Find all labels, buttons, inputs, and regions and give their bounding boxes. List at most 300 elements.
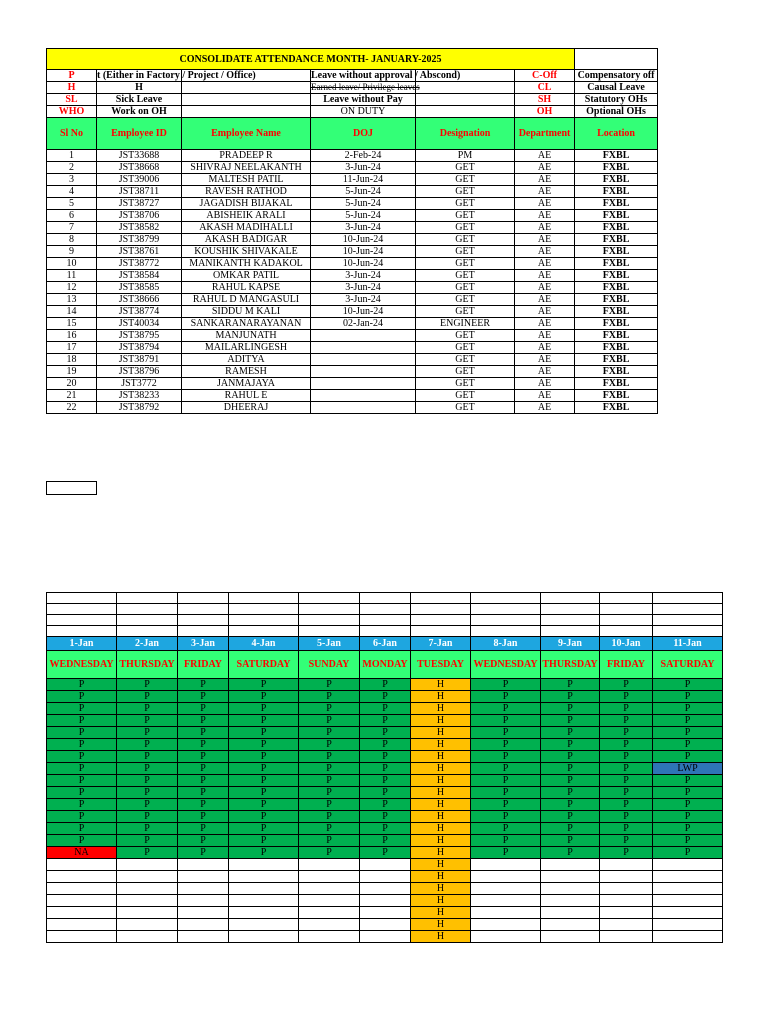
- attendance-cell: [299, 931, 360, 943]
- table-row: [47, 318, 658, 330]
- cell-location: FXBL: [575, 234, 658, 246]
- blank-cell: [653, 615, 723, 626]
- attendance-cell: P: [47, 739, 117, 751]
- cell-location: FXBL: [575, 282, 658, 294]
- attendance-cell: H: [411, 751, 471, 763]
- attendance-cell: P: [299, 787, 360, 799]
- day-header: THURSDAY: [541, 651, 600, 679]
- table-row: [47, 306, 658, 318]
- legend-blank: [182, 94, 311, 106]
- attendance-cell: P: [653, 703, 723, 715]
- attendance-cell: P: [653, 811, 723, 823]
- attendance-cell: P: [600, 727, 653, 739]
- attendance-row: [47, 871, 723, 883]
- attendance-cell: P: [117, 787, 178, 799]
- cell-designation: ENGINEER: [416, 318, 515, 330]
- cell-department: AE: [515, 402, 575, 414]
- attendance-cell: [178, 895, 229, 907]
- legend-code2: CL: [515, 82, 575, 94]
- attendance-cell: P: [117, 739, 178, 751]
- cell-department: AE: [515, 150, 575, 162]
- attendance-cell: P: [541, 847, 600, 859]
- blank-cell: [47, 626, 117, 637]
- cell-doj: 10-Jun-24: [311, 258, 416, 270]
- attendance-row: [47, 907, 723, 919]
- attendance-cell: P: [653, 835, 723, 847]
- table-row: [47, 222, 658, 234]
- cell-sl: 6: [47, 210, 97, 222]
- legend-text2: Statutory OHs: [575, 94, 658, 106]
- cell-designation: GET: [416, 162, 515, 174]
- attendance-cell: [178, 919, 229, 931]
- cell-doj: [311, 390, 416, 402]
- attendance-cell: [229, 871, 299, 883]
- cell-doj: 5-Jun-24: [311, 210, 416, 222]
- attendance-cell: P: [541, 799, 600, 811]
- legend-mid-text: Leave without approval / Abscond): [311, 70, 461, 81]
- column-header: Employee Name: [182, 118, 311, 150]
- cell-doj: 10-Jun-24: [311, 246, 416, 258]
- table-row: [47, 342, 658, 354]
- cell-location: FXBL: [575, 390, 658, 402]
- blank-cell: [299, 615, 360, 626]
- column-header: Employee ID: [97, 118, 182, 150]
- legend-text: Sick Leave: [97, 94, 182, 106]
- cell-designation: GET: [416, 366, 515, 378]
- cell-name: MAILARLINGESH: [182, 342, 311, 354]
- cell-id: JST38706: [97, 210, 182, 222]
- attendance-cell: P: [600, 823, 653, 835]
- attendance-cell: P: [653, 679, 723, 691]
- cell-doj: [311, 366, 416, 378]
- cell-designation: GET: [416, 270, 515, 282]
- day-header: TUESDAY: [411, 651, 471, 679]
- blank-cell: [360, 626, 411, 637]
- attendance-cell: P: [229, 679, 299, 691]
- attendance-cell: [653, 871, 723, 883]
- attendance-cell: P: [47, 751, 117, 763]
- cell-doj: 2-Feb-24: [311, 150, 416, 162]
- cell-sl: 13: [47, 294, 97, 306]
- cell-name: AKASH BADIGAR: [182, 234, 311, 246]
- legend-code: WHO: [47, 106, 97, 118]
- attendance-cell: P: [47, 679, 117, 691]
- attendance-cell: P: [360, 787, 411, 799]
- cell-id: JST38761: [97, 246, 182, 258]
- cell-designation: GET: [416, 294, 515, 306]
- attendance-cell: H: [411, 883, 471, 895]
- table-row: [47, 294, 658, 306]
- attendance-cell: [47, 883, 117, 895]
- cell-sl: 22: [47, 402, 97, 414]
- attendance-cell: [360, 883, 411, 895]
- cell-department: AE: [515, 330, 575, 342]
- attendance-cell: [117, 931, 178, 943]
- cell-department: AE: [515, 174, 575, 186]
- attendance-row: [47, 775, 723, 787]
- cell-doj: [311, 342, 416, 354]
- attendance-cell: P: [541, 727, 600, 739]
- empty-cell-box: [46, 481, 97, 495]
- legend-text2: Compensatory off: [575, 70, 658, 82]
- attendance-cell: P: [360, 799, 411, 811]
- cell-sl: 5: [47, 198, 97, 210]
- attendance-cell: P: [360, 715, 411, 727]
- blank-cell: [411, 593, 471, 604]
- cell-id: JST38585: [97, 282, 182, 294]
- attendance-cell: H: [411, 739, 471, 751]
- attendance-cell: P: [471, 835, 541, 847]
- attendance-row: [47, 679, 723, 691]
- attendance-cell: [229, 859, 299, 871]
- cell-doj: 10-Jun-24: [311, 234, 416, 246]
- attendance-cell: [653, 883, 723, 895]
- legend-blank: [182, 106, 311, 118]
- attendance-cell: [360, 907, 411, 919]
- cell-doj: [311, 330, 416, 342]
- table-row: [47, 282, 658, 294]
- cell-name: ADITYA: [182, 354, 311, 366]
- cell-department: AE: [515, 342, 575, 354]
- attendance-cell: [471, 859, 541, 871]
- attendance-cell: [653, 859, 723, 871]
- attendance-cell: P: [47, 835, 117, 847]
- attendance-cell: P: [653, 799, 723, 811]
- blank-row: [47, 604, 723, 615]
- attendance-row: [47, 727, 723, 739]
- table-row: [47, 186, 658, 198]
- blank-cell: [229, 626, 299, 637]
- legend-row: [47, 106, 658, 118]
- attendance-cell: P: [117, 775, 178, 787]
- blank-cell: [653, 626, 723, 637]
- blank-cell: [541, 593, 600, 604]
- cell-name: RAHUL KAPSE: [182, 282, 311, 294]
- attendance-cell: P: [229, 691, 299, 703]
- attendance-cell: P: [541, 679, 600, 691]
- attendance-cell: P: [178, 763, 229, 775]
- attendance-cell: P: [229, 751, 299, 763]
- cell-designation: GET: [416, 354, 515, 366]
- cell-department: AE: [515, 246, 575, 258]
- attendance-cell: [47, 895, 117, 907]
- attendance-cell: P: [117, 799, 178, 811]
- attendance-cell: P: [178, 775, 229, 787]
- cell-id: JST38774: [97, 306, 182, 318]
- blank-cell: [471, 593, 541, 604]
- attendance-cell: P: [229, 715, 299, 727]
- attendance-cell: P: [471, 787, 541, 799]
- attendance-cell: [360, 919, 411, 931]
- column-header-row: [47, 118, 658, 150]
- cell-name: RAHUL D MANGASULI: [182, 294, 311, 306]
- cell-name: MALTESH PATIL: [182, 174, 311, 186]
- attendance-row: [47, 691, 723, 703]
- blank-cell: [471, 626, 541, 637]
- attendance-cell: P: [541, 703, 600, 715]
- legend-blank: [416, 106, 515, 118]
- cell-designation: GET: [416, 390, 515, 402]
- cell-sl: 8: [47, 234, 97, 246]
- attendance-cell: H: [411, 811, 471, 823]
- cell-location: FXBL: [575, 198, 658, 210]
- blank-cell: [299, 604, 360, 615]
- attendance-cell: H: [411, 871, 471, 883]
- cell-location: FXBL: [575, 162, 658, 174]
- cell-name: OMKAR PATIL: [182, 270, 311, 282]
- cell-id: JST38794: [97, 342, 182, 354]
- attendance-cell: [471, 871, 541, 883]
- legend-blank: [416, 82, 515, 94]
- attendance-cell: [360, 859, 411, 871]
- attendance-cell: H: [411, 859, 471, 871]
- attendance-cell: P: [47, 703, 117, 715]
- cell-department: AE: [515, 306, 575, 318]
- date-header: 9-Jan: [541, 637, 600, 651]
- cell-department: AE: [515, 390, 575, 402]
- cell-id: JST38795: [97, 330, 182, 342]
- legend-code2: OH: [515, 106, 575, 118]
- attendance-cell: P: [47, 775, 117, 787]
- cell-department: AE: [515, 186, 575, 198]
- cell-id: JST40034: [97, 318, 182, 330]
- attendance-cell: [541, 859, 600, 871]
- cell-location: FXBL: [575, 378, 658, 390]
- cell-name: MANIKANTH KADAKOL: [182, 258, 311, 270]
- cell-id: JST38727: [97, 198, 182, 210]
- attendance-cell: [600, 931, 653, 943]
- attendance-cell: NA: [47, 847, 117, 859]
- attendance-cell: P: [47, 799, 117, 811]
- cell-designation: GET: [416, 330, 515, 342]
- blank-cell: [471, 604, 541, 615]
- attendance-row: [47, 883, 723, 895]
- table-row: [47, 210, 658, 222]
- attendance-cell: P: [117, 763, 178, 775]
- cell-location: FXBL: [575, 330, 658, 342]
- employee-attendance-sheet: [46, 48, 658, 414]
- legend-mid-text: Earned leave/ Privilege leaves: [311, 82, 420, 92]
- attendance-cell: P: [541, 763, 600, 775]
- legend-blank: [182, 82, 311, 94]
- attendance-cell: P: [47, 763, 117, 775]
- cell-sl: 3: [47, 174, 97, 186]
- attendance-cell: P: [653, 847, 723, 859]
- attendance-cell: P: [541, 835, 600, 847]
- legend-row: [47, 70, 658, 82]
- attendance-cell: P: [653, 691, 723, 703]
- cell-name: MANJUNATH: [182, 330, 311, 342]
- attendance-cell: [178, 907, 229, 919]
- attendance-cell: P: [178, 847, 229, 859]
- attendance-cell: P: [299, 739, 360, 751]
- table-row: [47, 390, 658, 402]
- cell-location: FXBL: [575, 318, 658, 330]
- attendance-cell: P: [229, 823, 299, 835]
- attendance-cell: P: [541, 715, 600, 727]
- attendance-cell: P: [600, 751, 653, 763]
- table-row: [47, 354, 658, 366]
- attendance-cell: H: [411, 835, 471, 847]
- cell-sl: 14: [47, 306, 97, 318]
- legend-text: t (Either in Factory / Project / Office): [97, 70, 256, 81]
- attendance-cell: P: [229, 727, 299, 739]
- blank-cell: [600, 626, 653, 637]
- attendance-cell: [541, 919, 600, 931]
- cell-location: FXBL: [575, 354, 658, 366]
- attendance-cell: P: [229, 775, 299, 787]
- legend-code: P: [47, 70, 97, 82]
- attendance-cell: P: [117, 751, 178, 763]
- column-header: Sl No: [47, 118, 97, 150]
- attendance-cell: P: [360, 847, 411, 859]
- attendance-cell: P: [600, 835, 653, 847]
- attendance-cell: [299, 907, 360, 919]
- cell-department: AE: [515, 294, 575, 306]
- cell-sl: 15: [47, 318, 97, 330]
- cell-sl: 20: [47, 378, 97, 390]
- cell-name: RAMESH: [182, 366, 311, 378]
- daily-attendance-grid: [46, 592, 723, 943]
- cell-department: AE: [515, 210, 575, 222]
- attendance-cell: P: [541, 787, 600, 799]
- legend-row: [47, 82, 658, 94]
- attendance-cell: P: [600, 739, 653, 751]
- blank-cell: [117, 593, 178, 604]
- attendance-cell: P: [178, 787, 229, 799]
- attendance-cell: P: [117, 715, 178, 727]
- attendance-cell: P: [117, 835, 178, 847]
- attendance-cell: [117, 871, 178, 883]
- attendance-row: [47, 799, 723, 811]
- cell-doj: 5-Jun-24: [311, 198, 416, 210]
- attendance-row: [47, 763, 723, 775]
- blank-cell: [117, 626, 178, 637]
- attendance-cell: P: [471, 763, 541, 775]
- cell-department: AE: [515, 270, 575, 282]
- attendance-cell: [117, 907, 178, 919]
- cell-doj: 3-Jun-24: [311, 222, 416, 234]
- attendance-cell: P: [653, 727, 723, 739]
- cell-department: AE: [515, 366, 575, 378]
- blank-cell: [229, 593, 299, 604]
- date-header: 10-Jan: [600, 637, 653, 651]
- blank-cell: [360, 593, 411, 604]
- day-header: FRIDAY: [178, 651, 229, 679]
- date-header: 3-Jan: [178, 637, 229, 651]
- attendance-cell: P: [541, 823, 600, 835]
- attendance-cell: P: [471, 775, 541, 787]
- attendance-cell: P: [541, 691, 600, 703]
- attendance-row: [47, 847, 723, 859]
- blank-cell: [229, 604, 299, 615]
- date-row: [47, 637, 723, 651]
- attendance-cell: [653, 931, 723, 943]
- attendance-row: [47, 739, 723, 751]
- attendance-cell: P: [653, 775, 723, 787]
- legend-code2: C-Off: [515, 70, 575, 82]
- attendance-cell: [360, 895, 411, 907]
- cell-id: JST38799: [97, 234, 182, 246]
- date-header: 1-Jan: [47, 637, 117, 651]
- cell-sl: 10: [47, 258, 97, 270]
- date-header: 7-Jan: [411, 637, 471, 651]
- cell-designation: GET: [416, 222, 515, 234]
- attendance-cell: H: [411, 895, 471, 907]
- blank-cell: [600, 604, 653, 615]
- cell-id: JST38666: [97, 294, 182, 306]
- attendance-cell: [471, 931, 541, 943]
- attendance-cell: P: [229, 787, 299, 799]
- attendance-cell: [178, 871, 229, 883]
- blank-cell: [600, 615, 653, 626]
- attendance-cell: [178, 883, 229, 895]
- cell-name: SANKARANARAYANAN: [182, 318, 311, 330]
- attendance-cell: [600, 919, 653, 931]
- cell-sl: 1: [47, 150, 97, 162]
- attendance-cell: [117, 919, 178, 931]
- attendance-cell: P: [653, 715, 723, 727]
- attendance-cell: P: [360, 775, 411, 787]
- table-row: [47, 366, 658, 378]
- cell-location: FXBL: [575, 222, 658, 234]
- blank-cell: [47, 593, 117, 604]
- cell-doj: 02-Jan-24: [311, 318, 416, 330]
- attendance-cell: H: [411, 847, 471, 859]
- cell-doj: 3-Jun-24: [311, 294, 416, 306]
- legend-text2: Causal Leave: [575, 82, 658, 94]
- attendance-cell: P: [299, 691, 360, 703]
- blank-cell: [411, 626, 471, 637]
- date-header: 4-Jan: [229, 637, 299, 651]
- blank-cell: [178, 593, 229, 604]
- table-row: [47, 162, 658, 174]
- blank-cell: [411, 615, 471, 626]
- cell-id: JST38233: [97, 390, 182, 402]
- day-header: SATURDAY: [653, 651, 723, 679]
- table-row: [47, 246, 658, 258]
- cell-doj: 5-Jun-24: [311, 186, 416, 198]
- attendance-cell: P: [299, 727, 360, 739]
- legend-text: Work on OH: [97, 106, 182, 118]
- attendance-cell: [229, 883, 299, 895]
- cell-name: KOUSHIK SHIVAKALE: [182, 246, 311, 258]
- cell-sl: 18: [47, 354, 97, 366]
- attendance-cell: [471, 883, 541, 895]
- attendance-cell: P: [360, 679, 411, 691]
- cell-designation: GET: [416, 174, 515, 186]
- attendance-cell: [541, 871, 600, 883]
- attendance-cell: P: [299, 715, 360, 727]
- attendance-cell: [471, 907, 541, 919]
- cell-sl: 11: [47, 270, 97, 282]
- attendance-cell: [47, 859, 117, 871]
- cell-doj: 3-Jun-24: [311, 162, 416, 174]
- attendance-cell: P: [178, 703, 229, 715]
- blank-cell: [47, 615, 117, 626]
- cell-department: AE: [515, 234, 575, 246]
- cell-designation: GET: [416, 282, 515, 294]
- attendance-cell: H: [411, 919, 471, 931]
- cell-id: JST38711: [97, 186, 182, 198]
- attendance-cell: P: [299, 811, 360, 823]
- attendance-cell: [600, 895, 653, 907]
- attendance-row: [47, 703, 723, 715]
- cell-sl: 17: [47, 342, 97, 354]
- cell-doj: [311, 354, 416, 366]
- cell-designation: GET: [416, 342, 515, 354]
- cell-id: JST38582: [97, 222, 182, 234]
